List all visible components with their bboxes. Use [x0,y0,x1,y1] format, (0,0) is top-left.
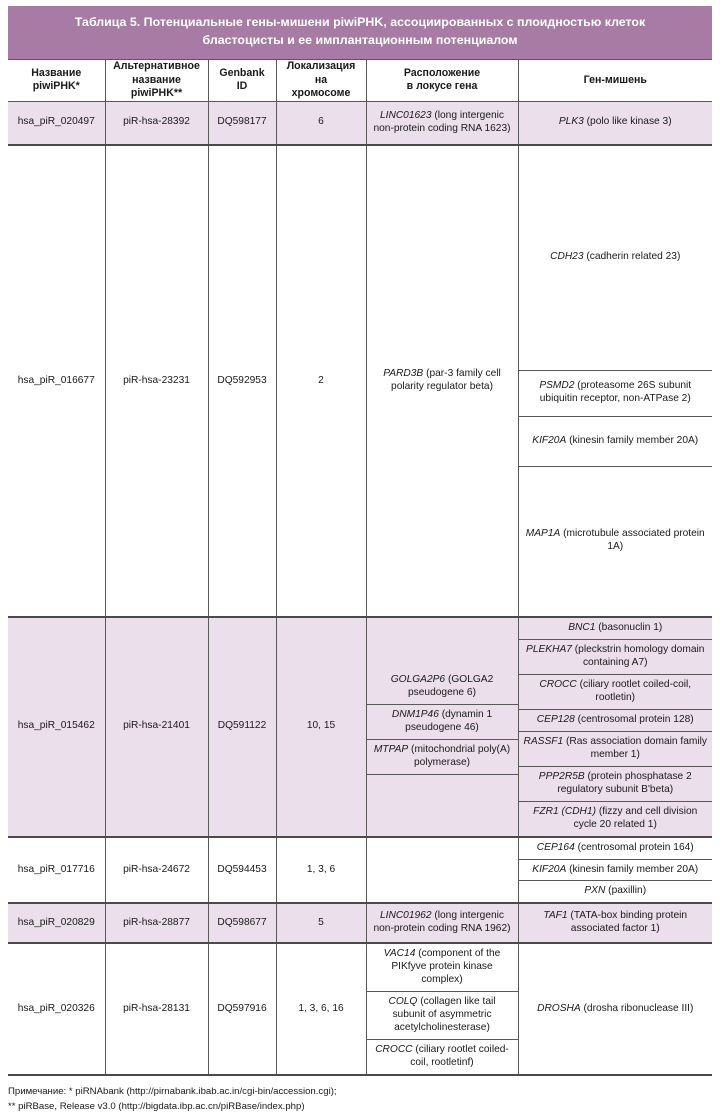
header-line: Название [31,66,82,79]
table-figure-page [0,6,720,1112]
header-line: piwiPHK* [32,80,80,93]
locus-entry [367,864,518,876]
alt-name-value: piR-hsa-21401 [123,720,190,732]
target-gene-sublist [519,838,713,903]
target-gene-entry-cell [519,466,713,616]
table-row [8,837,712,904]
gene-description: (polo like kinase 3) [586,116,672,128]
target-gene-entry [519,859,713,881]
target-gene-sublist [519,146,713,616]
piwirna-name-value: hsa_piR_016677 [17,374,95,386]
gene-description: (pleckstrin homology domain containing A7) [574,644,705,669]
table-row [8,101,712,145]
cell-genbank-id [208,903,276,943]
table-row [8,145,712,617]
gene-symbol: FZR1 (CDH1) [533,805,596,817]
gene-symbol: PARD3B [383,368,424,380]
column-header-locus [366,59,518,101]
locus-entry-cell [367,740,518,775]
chromosome-value: 1, 3, 6, 16 [298,1002,344,1014]
header-row [8,59,712,101]
piwirna-name-value: hsa_piR_020326 [17,1002,95,1014]
target-gene-entry-cell [519,674,713,709]
cell-genbank-id [208,837,276,904]
cell-chromosome [276,903,366,943]
gene-symbol: KIF20A [532,434,567,446]
gene-symbol: PPP2R5B [538,770,585,782]
column-header-name [8,59,105,101]
genbank-id-value: DQ598677 [217,916,267,928]
gene-description: (fizzy and cell division cycle 20 related 1) [573,805,698,830]
target-gene-entry-cell [519,416,713,466]
footnote-line-1: Примечание: * piRNAbank (http://pirnabank.ibab.ac.in/cgi-bin/accession.cgi); [8,1085,337,1097]
cell-target-gene [518,903,712,943]
alt-name-value: piR-hsa-28877 [123,916,190,928]
genbank-id-value: DQ598177 [217,116,267,128]
gene-symbol: CEP164 [536,841,575,853]
chromosome-value: 10, 15 [306,720,336,732]
gene-symbol: CROCC [539,678,577,690]
target-gene-entry [519,904,713,942]
gene-description: (paxillin) [608,885,647,897]
cell-target-gene [518,145,712,617]
gene-symbol: DROSHA [537,1002,581,1014]
genbank-id-value: DQ592953 [217,374,267,386]
chromosome-value: 6 [318,116,324,128]
target-gene-entry-cell [519,881,713,902]
locus-entry [367,705,518,740]
table-footnote [8,1085,712,1115]
locus-entry-cell [367,1040,518,1074]
locus-entry [367,775,518,784]
piwirna-name-value: hsa_piR_020497 [17,116,95,128]
target-gene-entry [519,709,713,731]
gene-symbol: PXN [584,885,606,897]
gene-description: (Ras association domain family member 1) [566,735,707,760]
header-line: Ген-мишень [583,73,647,86]
target-gene-entry [519,801,713,835]
gene-symbol: PLEKHA7 [526,644,572,656]
header-line: Локализация [286,59,356,72]
column-header-chromosome [276,59,366,101]
chromosome-value: 5 [318,916,324,928]
cell-locus [366,837,518,904]
gene-description: (ciliary rootlet coiled-coil, rootletinf) [410,1044,509,1068]
piwirna-name-value: hsa_piR_020829 [17,916,95,928]
header-line: название [132,73,181,86]
target-gene-entry-cell [519,370,713,416]
cell-chromosome [276,617,366,836]
target-gene-entry [519,881,713,902]
locus-sublist [367,944,518,1074]
cell-piwirna-name [8,903,105,943]
locus-entry-cell [367,944,518,991]
locus-entry [367,104,518,142]
gene-symbol: MTPAP [373,744,409,756]
locus-entry [367,944,518,991]
column-header-target-gene [518,59,712,101]
cell-piwirna-name [8,617,105,836]
gene-description: (centrosomal protein 164) [577,841,694,853]
gene-symbol: CROCC [375,1044,413,1056]
alt-name-value: piR-hsa-28392 [123,116,190,128]
alt-name-value: piR-hsa-28131 [123,1002,190,1014]
locus-entry [367,904,518,942]
gene-description: (par-3 family cell polarity regulator beta) [391,368,501,393]
gene-description: (basonuclin 1) [598,622,663,634]
cell-genbank-id [208,101,276,145]
cell-piwirna-name [8,837,105,904]
locus-sublist [367,670,518,783]
target-gene-entry [519,838,713,859]
header-line: на [314,73,328,86]
cell-locus [366,903,518,943]
target-gene-entry [519,146,713,370]
target-gene-entry-cell [519,731,713,766]
cell-genbank-id [208,617,276,836]
target-gene-entry-cell [519,640,713,675]
table-container [8,59,712,1076]
cell-alt-name [105,837,208,904]
target-gene-sublist [519,618,713,835]
gene-symbol: LINC01623 [379,109,432,121]
gene-description: (component of the PIKfyve protein kinase complex) [391,948,501,986]
header-line: ID [236,80,248,93]
target-gene-entry-cell [519,618,713,639]
genbank-id-value: DQ597916 [217,1002,267,1014]
piwirna-name-value: hsa_piR_015462 [17,720,95,732]
header-line: Альтернативное [113,59,200,72]
gene-description: (GOLGA2 pseudogene 6) [408,674,494,699]
gene-symbol: GOLGA2P6 [390,674,446,686]
locus-entry-cell [367,670,518,704]
gene-description: (proteasome 26S subunit ubiquitin receptor, non-ATPase 2) [539,380,692,405]
locus-entry [367,670,518,704]
gene-description: (cadherin related 23) [586,251,681,263]
gene-symbol: RASSF1 [523,735,564,747]
cell-locus [366,145,518,617]
header-line: в локусе гена [406,80,478,93]
cell-alt-name [105,101,208,145]
target-gene-entry-cell [519,838,713,859]
cell-chromosome [276,101,366,145]
cell-chromosome [276,837,366,904]
cell-genbank-id [208,943,276,1075]
target-gene-entry-cell [519,766,713,801]
gene-symbol: BNC1 [568,622,596,634]
gene-symbol: COLQ [388,996,418,1008]
gene-symbol: TAF1 [543,910,568,922]
locus-entry-cell [367,992,518,1040]
target-gene-entry [519,110,713,135]
gene-symbol: CEP128 [536,713,575,725]
cell-piwirna-name [8,943,105,1075]
gene-description: (long intergenic non-protein coding RNA 1962) [373,910,511,935]
cell-alt-name [105,943,208,1075]
alt-name-value: piR-hsa-23231 [123,374,190,386]
gene-symbol: VAC14 [383,948,416,960]
gene-description: (protein phosphatase 2 regulatory subunit B'beta) [557,770,692,795]
header-line: Genbank [219,66,265,79]
gene-symbol: KIF20A [532,863,567,875]
target-gene-entry [519,731,713,766]
target-gene-entry [519,640,713,675]
cell-piwirna-name [8,145,105,617]
cell-target-gene [518,617,712,836]
cell-target-gene [518,101,712,145]
target-gene-entry-cell [519,709,713,731]
gene-description: (long intergenic non-protein coding RNA 1623) [373,109,511,134]
header-line: хромосоме [291,87,351,100]
target-gene-entry-cell [519,146,713,370]
gene-description: (drosha ribonuclease III) [583,1002,694,1014]
target-gene-entry [519,674,713,709]
gene-symbol: CDH23 [550,251,584,263]
target-gene-entry [519,997,713,1022]
target-gene-entry [519,766,713,801]
gene-description: (microtubule associated protein 1A) [563,528,705,553]
genbank-id-value: DQ591122 [217,720,267,732]
gene-description: (dynamin 1 pseudogene 46) [405,709,493,734]
target-gene-entry-cell [519,859,713,881]
alt-name-value: piR-hsa-24672 [123,863,190,875]
gene-description: (collagen like tail subunit of asymmetric acetylcholinesterase) [392,996,496,1034]
locus-entry [367,1040,518,1074]
cell-locus [366,617,518,836]
cell-target-gene [518,837,712,904]
locus-entry-cell [367,705,518,740]
gene-symbol: LINC01962 [379,910,432,922]
cell-alt-name [105,617,208,836]
target-gene-entry [519,416,713,466]
locus-entry [367,362,518,400]
table-row [8,943,712,1075]
column-header-genbank-id [208,59,276,101]
gene-description: (centrosomal protein 128) [577,713,694,725]
footnote-line-2: ** piRBase, Release v3.0 (http://bigdata.ibp.ac.cn/piRBase/index.php) [8,1100,305,1112]
gene-description: (ciliary rootlet coiled-coil, rootletin) [579,678,692,703]
piwirna-name-value: hsa_piR_017716 [17,863,95,875]
target-gene-entry [519,466,713,616]
gene-symbol: PSMD2 [539,380,575,392]
header-line: piwiPHK** [130,87,183,100]
piwirna-target-genes-table [8,59,712,1076]
cell-piwirna-name [8,101,105,145]
table-head [8,59,712,101]
locus-entry [367,740,518,775]
cell-target-gene [518,943,712,1075]
gene-description: (kinesin family member 20A) [569,434,699,446]
column-header-alt-name [105,59,208,101]
gene-description: (TATA-box binding protein associated factor 1) [570,910,688,935]
cell-locus [366,101,518,145]
cell-alt-name [105,145,208,617]
locus-entry [367,992,518,1040]
cell-chromosome [276,943,366,1075]
cell-chromosome [276,145,366,617]
cell-genbank-id [208,145,276,617]
gene-symbol: MAP1A [525,528,561,540]
cell-alt-name [105,903,208,943]
header-line: Расположение [403,66,481,79]
gene-description: (kinesin family member 20A) [569,863,699,875]
cell-locus [366,943,518,1075]
locus-entry-cell [367,775,518,784]
target-gene-entry [519,618,713,639]
table-body [8,101,712,1075]
genbank-id-value: DQ594453 [217,863,267,875]
table-title: Таблица 5. Потенциальные гены-мишени piwiPHK, ассоциированных с плоидностью клеток бластоцисты и ее имплантационным потенциалом [8,6,712,59]
gene-description: (mitochondrial poly(A) polymerase) [411,744,511,769]
chromosome-value: 1, 3, 6 [306,863,336,875]
target-gene-entry-cell [519,801,713,835]
target-gene-entry [519,370,713,416]
table-row [8,903,712,943]
gene-symbol: PLK3 [558,116,584,128]
gene-symbol: DNM1P46 [391,709,439,721]
chromosome-value: 2 [318,374,324,386]
table-row [8,617,712,836]
